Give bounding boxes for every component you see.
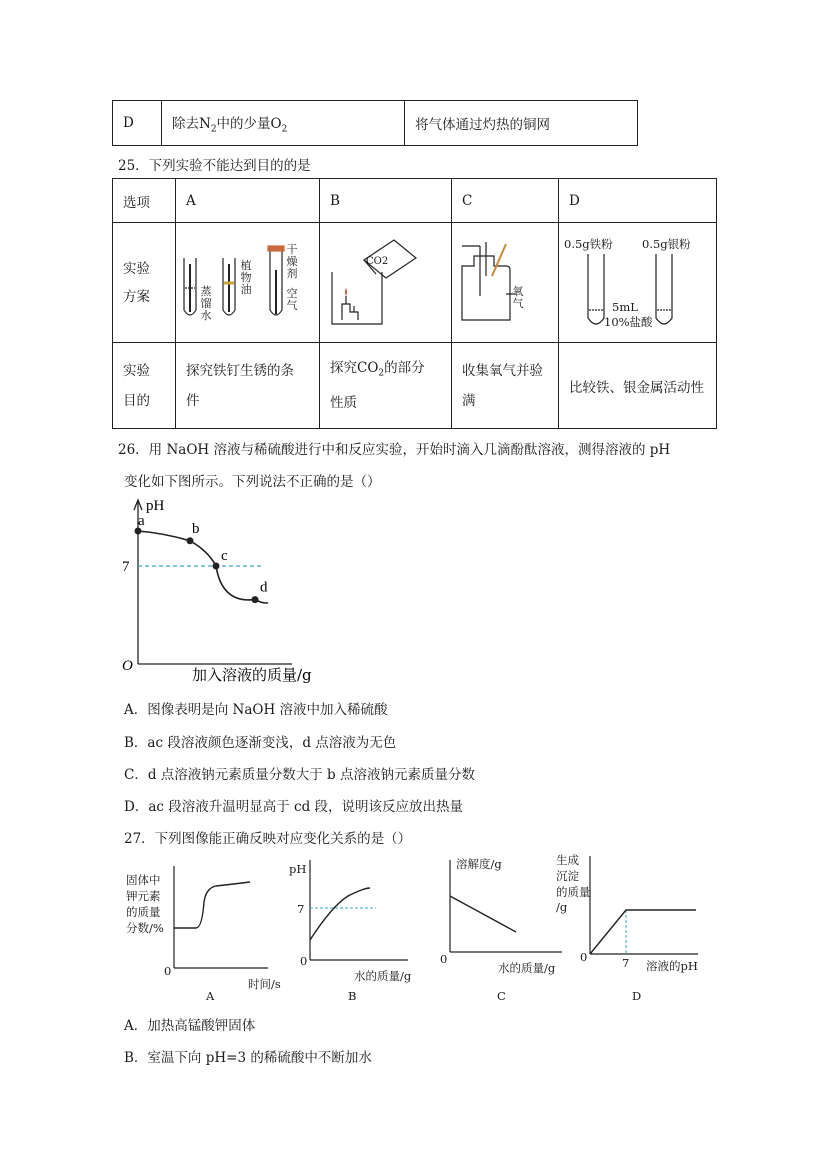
q26-option-b[interactable]: B．ac 段溶液颜色逐渐变浅，d 点溶液为无色 xyxy=(124,735,397,751)
graph-c xyxy=(448,856,568,966)
graph-d-tick-7: 7 xyxy=(622,956,630,970)
label-silver-powder: 0.5g银粉 xyxy=(642,237,691,251)
label-co2: CO2 xyxy=(366,256,389,267)
q27-option-b[interactable]: B．室温下向 pH=3 的稀硫酸中不断加水 xyxy=(124,1050,372,1066)
label-air: 空气 xyxy=(286,287,298,312)
label-volume: 5mL xyxy=(612,300,638,314)
header-option: 选项 xyxy=(113,179,176,223)
graph-a-xlabel: 时间/s xyxy=(248,977,281,991)
q26-option-a[interactable]: A．图像表明是向 NaOH 溶液中加入稀硫酸 xyxy=(124,702,388,718)
graph-d-ylabel-3: 的质量 xyxy=(556,885,591,899)
label-plant-oil: 植物油 xyxy=(240,259,252,296)
goal-cell: 除去$N_2$中的少量$O_2$ xyxy=(162,101,405,146)
question-26-stem-line2: 变化如下图所示。下列说法不正确的是（） xyxy=(124,474,381,490)
graph-d-ylabel-1: 生成 xyxy=(556,853,579,867)
point-b xyxy=(187,537,194,544)
graph-c-caption: C xyxy=(497,989,506,1003)
graph-b-xlabel: 水的质量/g xyxy=(354,969,412,983)
point-c-label: c xyxy=(221,548,228,564)
graph-a-ylabel-2: 钾元素 xyxy=(126,889,161,903)
y-tick-7: 7 xyxy=(122,559,130,575)
point-d xyxy=(252,596,259,603)
graph-a-ylabel-4: 分数/% xyxy=(126,921,164,935)
graph-a-ylabel-3: 的质量 xyxy=(126,905,161,919)
question-26-stem-line1: 26．用 NaOH 溶液与稀硫酸进行中和反应实验，开始时滴入几滴酚酞溶液，测得溶液的 pH xyxy=(118,442,671,458)
graph-b-zero: 0 xyxy=(300,954,308,968)
graph-b-caption: B xyxy=(348,989,357,1003)
graph-a-caption: A xyxy=(206,989,215,1003)
point-a-label: a xyxy=(138,513,145,529)
graph-d xyxy=(586,852,706,962)
label-acid: 10%盐酸 xyxy=(604,315,653,329)
purpose-b: 探究$CO_2$的部分 性质 xyxy=(320,343,452,429)
graph-d-ylabel-4: /g xyxy=(556,900,568,914)
question-27-stem: 27．下列图像能正确反映对应变化关系的是（） xyxy=(124,831,412,847)
point-d-label: d xyxy=(260,579,268,596)
point-c xyxy=(213,563,220,570)
question-25-stem: 25．下列实验不能达到目的的是 xyxy=(118,158,311,174)
previous-question-table xyxy=(112,100,638,146)
apparatus-c-gas-bottle xyxy=(454,236,544,336)
purpose-a: 探究铁钉生锈的条 件 xyxy=(176,343,320,429)
q26-option-c[interactable]: C．d 点溶液钠元素质量分数大于 b 点溶液钠元素质量分数 xyxy=(124,767,475,783)
label-desiccant: 干燥剂 xyxy=(286,243,298,280)
header-c: C xyxy=(452,179,559,223)
purpose-c: 收集氧气并验 满 xyxy=(452,343,559,429)
header-d: D xyxy=(559,179,717,223)
purpose-d: 比较铁、银金属活动性 xyxy=(559,343,717,429)
graph-d-xlabel: 溶液的pH xyxy=(646,959,698,973)
origin-label: O xyxy=(122,658,133,674)
graph-b-ylabel: pH xyxy=(289,862,307,876)
graph-c-xlabel: 水的质量/g xyxy=(498,961,556,975)
x-axis-label: 加入溶液的质量/g xyxy=(192,666,312,684)
graph-d-ylabel-2: 沉淀 xyxy=(556,869,579,883)
scheme-label: 实验 方案 xyxy=(113,223,176,343)
q26-option-d[interactable]: D．ac 段溶液升温明显高于 cd 段，说明该反应放出热量 xyxy=(124,799,464,815)
purpose-label: 实验 目的 xyxy=(113,343,176,429)
graph-d-caption: D xyxy=(632,989,642,1003)
apparatus-b-beaker xyxy=(324,232,434,342)
y-axis-label: pH xyxy=(146,498,165,514)
ph-curve xyxy=(138,531,268,603)
graph-d-zero: 0 xyxy=(580,950,588,964)
graph-c-ylabel: 溶解度/g xyxy=(456,857,502,871)
header-b: B xyxy=(320,179,452,223)
graph-b xyxy=(308,856,418,966)
label-distilled-water: 蒸馏水 xyxy=(200,285,212,322)
point-b-label: b xyxy=(192,520,200,537)
q27-option-a[interactable]: A．加热高锰酸钾固体 xyxy=(124,1018,256,1034)
graph-b-tick-7: 7 xyxy=(297,902,305,916)
header-a: A xyxy=(176,179,320,223)
method-cell: 将气体通过灼热的铜网 xyxy=(405,101,638,146)
label-oxygen: 氧气 xyxy=(512,285,524,310)
label-iron-powder: 0.5g铁粉 xyxy=(564,237,613,251)
option-cell: D xyxy=(113,101,162,146)
graph-c-zero: 0 xyxy=(440,952,448,966)
graph-a-zero: 0 xyxy=(164,964,172,978)
graph-a-ylabel-1: 固体中 xyxy=(126,873,161,887)
ph-curve-chart xyxy=(116,496,316,686)
graph-a xyxy=(170,862,280,972)
